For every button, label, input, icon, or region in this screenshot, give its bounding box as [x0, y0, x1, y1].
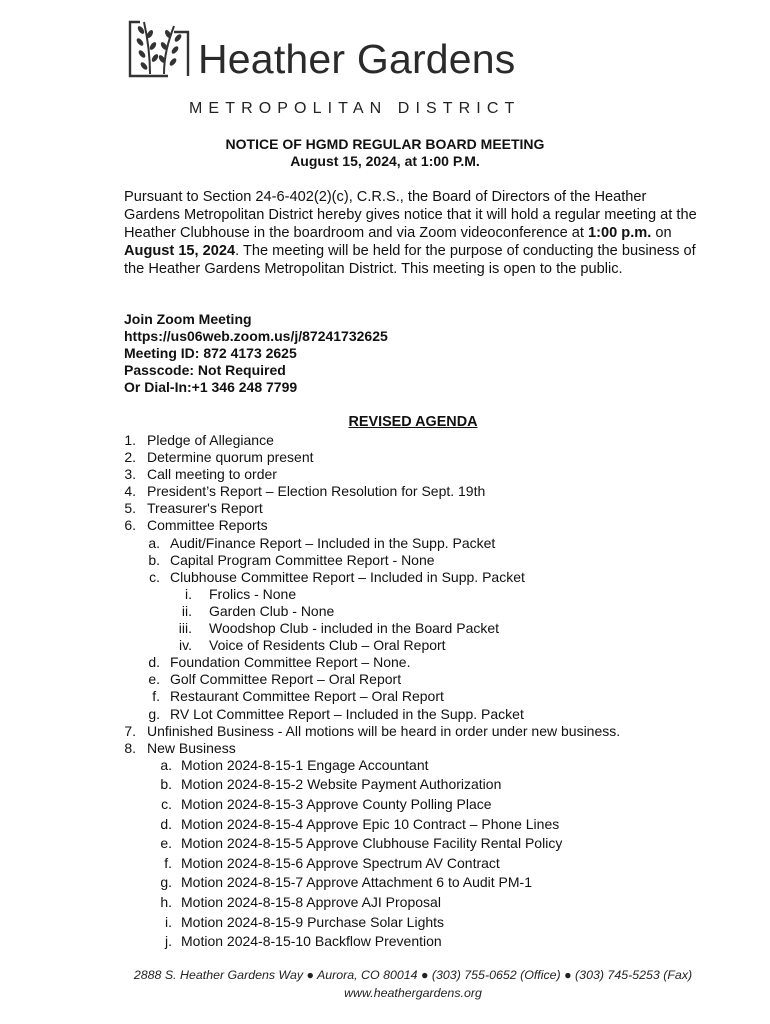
agenda-item-number: d.	[148, 654, 160, 671]
agenda-item-number: iv.	[179, 637, 192, 654]
agenda-item	[124, 586, 724, 603]
agenda-item-text: Motion 2024-8-15-10 Backflow Prevention	[181, 933, 442, 950]
agenda-item	[124, 740, 724, 757]
agenda-item	[124, 569, 724, 586]
notice-paragraph	[124, 188, 704, 278]
agenda-item	[124, 603, 724, 620]
logo-subtitle: METROPOLITAN DISTRICT	[189, 100, 521, 117]
zoom-join-heading: Join Zoom Meeting	[124, 311, 252, 327]
zoom-link[interactable]: https://us06web.zoom.us/j/87241732625	[124, 328, 388, 344]
agenda-title: REVISED AGENDA	[348, 414, 478, 430]
agenda-item-text: RV Lot Committee Report – Included in the Supp. Packet	[170, 705, 524, 722]
agenda-item-number: iii.	[178, 620, 192, 637]
agenda-item-text: Motion 2024-8-15-7 Approve Attachment 6 to Audit PM-1	[181, 874, 532, 891]
agenda-item-text: Motion 2024-8-15-5 Approve Clubhouse Facility Rental Policy	[181, 835, 563, 852]
agenda-item	[124, 706, 724, 723]
footer-website[interactable]: www.heathergardens.org	[344, 986, 482, 1000]
agenda-item	[124, 688, 724, 705]
agenda-item	[124, 671, 724, 688]
agenda-item-text: Golf Committee Report – Oral Report	[170, 671, 402, 688]
agenda-item-number: i.	[165, 913, 172, 930]
agenda-item-text: Capital Program Committee Report - None	[170, 551, 435, 568]
agenda-item-text: Unfinished Business - All motions will be heard in order under new business.	[147, 722, 621, 739]
agenda-item-number: d.	[160, 815, 172, 832]
agenda-item-number: g.	[160, 874, 172, 891]
agenda-item-number: e.	[160, 835, 172, 852]
agenda-item-number: b.	[148, 551, 160, 568]
agenda-item	[124, 637, 724, 654]
agenda-item-number: 7.	[124, 722, 136, 739]
agenda-item-text: Motion 2024-8-15-6 Approve Spectrum AV Contract	[181, 854, 500, 871]
meeting-time: 1:00 p.m.	[588, 225, 652, 241]
organization-logo	[128, 16, 568, 117]
agenda-item	[124, 933, 724, 953]
agenda-item-number: 3.	[124, 466, 136, 483]
agenda-item	[124, 757, 724, 777]
agenda-item	[124, 855, 724, 875]
agenda-item	[124, 723, 724, 740]
agenda-item-number: j.	[165, 933, 172, 950]
paragraph-text: . The meeting will be held for the purpose of conducting the business of the Heather Gardens Metropolitan District. This meeting is open to the public.	[124, 243, 696, 277]
agenda-item-text: Woodshop Club - included in the Board Packet	[209, 620, 500, 637]
zoom-dial-in: Or Dial-In:+1 346 248 7799	[124, 379, 298, 395]
agenda-item-text: Clubhouse Committee Report – Included in Supp. Packet	[170, 568, 525, 585]
agenda-item	[124, 432, 724, 449]
agenda-item-text: Audit/Finance Report – Included in the Supp. Packet	[170, 534, 496, 551]
agenda-list	[124, 432, 724, 953]
agenda-item	[124, 449, 724, 466]
agenda-item-text: New Business	[147, 739, 236, 756]
agenda-item	[124, 816, 724, 836]
notice-date: August 15, 2024, at 1:00 P.M.	[290, 153, 480, 169]
agenda-item	[124, 914, 724, 934]
agenda-item-text: Treasurer's Report	[147, 500, 263, 517]
agenda-item	[124, 500, 724, 517]
zoom-meeting-id: Meeting ID: 872 4173 2625	[124, 345, 297, 361]
agenda-item-text: Determine quorum present	[147, 449, 314, 466]
agenda-item	[124, 654, 724, 671]
agenda-item-number: e.	[148, 671, 160, 688]
agenda-item	[124, 517, 724, 534]
footer-address: 2888 S. Heather Gardens Way ● Aurora, CO 80014 ● (303) 755-0652 (Office) ● (303) 745-5253 (Fax)	[133, 968, 693, 982]
agenda-item	[124, 796, 724, 816]
agenda-item	[124, 620, 724, 637]
agenda-item-text: Restaurant Committee Report – Oral Report	[170, 688, 444, 705]
agenda-item-number: f.	[164, 854, 172, 871]
agenda-item	[124, 894, 724, 914]
zoom-passcode: Passcode: Not Required	[124, 362, 286, 378]
agenda-item-text: Frolics - None	[209, 585, 297, 602]
agenda-item-text: Motion 2024-8-15-4 Approve Epic 10 Contract – Phone Lines	[181, 815, 560, 832]
agenda-item-text: President’s Report – Election Resolution for Sept. 19th	[147, 483, 486, 500]
agenda-item-number: 8.	[124, 739, 136, 756]
agenda-item	[124, 535, 724, 552]
agenda-item-number: h.	[160, 893, 172, 910]
agenda-item-text: Garden Club - None	[209, 602, 335, 619]
agenda-item-number: ii.	[181, 602, 192, 619]
agenda-item-text: Pledge of Allegiance	[147, 432, 274, 448]
agenda-item-text: Motion 2024-8-15-9 Purchase Solar Lights	[181, 913, 445, 930]
agenda-item-number: 2.	[124, 449, 136, 466]
agenda-item-number: b.	[160, 776, 172, 793]
agenda-item-number: 5.	[124, 500, 136, 517]
agenda-item	[124, 874, 724, 894]
agenda-item-number: a.	[148, 534, 160, 551]
agenda-item-text: Foundation Committee Report – None.	[170, 654, 411, 671]
paragraph-text: on	[651, 225, 672, 241]
notice-title: NOTICE OF HGMD REGULAR BOARD MEETING	[225, 136, 545, 152]
agenda-item-number: 6.	[124, 517, 136, 534]
agenda-item-number: i.	[185, 585, 192, 602]
agenda-item-number: c.	[149, 568, 160, 585]
agenda-item-number: a.	[160, 756, 172, 773]
agenda-item-number: f.	[152, 688, 160, 705]
agenda-item-text: Committee Reports	[147, 517, 268, 534]
heather-sprig-icon	[128, 16, 190, 82]
logo-name: Heather Gardens	[198, 36, 516, 82]
agenda-item-text: Call meeting to order	[147, 466, 277, 483]
agenda-item-text: Motion 2024-8-15-1 Engage Accountant	[181, 756, 429, 773]
paragraph-text: Pursuant to Section 24-6-402(2)(c), C.R.S., the Board of Directors of the Heather Gardens Metropolitan District hereby gives notice that it will hold a regular meeting at the Heather Clubhouse in the boardroom and via Zoom videoconference at	[124, 189, 697, 241]
agenda-item-text: Motion 2024-8-15-3 Approve County Polling Place	[181, 795, 492, 812]
agenda-item-number: c.	[161, 795, 172, 812]
agenda-item	[124, 466, 724, 483]
agenda-item-number: 1.	[124, 432, 136, 448]
agenda-item	[124, 483, 724, 500]
agenda-item-number: 4.	[124, 483, 136, 500]
agenda-item	[124, 552, 724, 569]
meeting-date: August 15, 2024	[124, 243, 236, 259]
agenda-item-text: Voice of Residents Club – Oral Report	[209, 637, 446, 654]
agenda-item	[124, 835, 724, 855]
agenda-item-text: Motion 2024-8-15-8 Approve AJI Proposal	[181, 893, 441, 910]
agenda-item	[124, 776, 724, 796]
agenda-item-text: Motion 2024-8-15-2 Website Payment Authorization	[181, 776, 502, 793]
zoom-details	[124, 311, 684, 396]
agenda-item-number: g.	[148, 705, 160, 722]
